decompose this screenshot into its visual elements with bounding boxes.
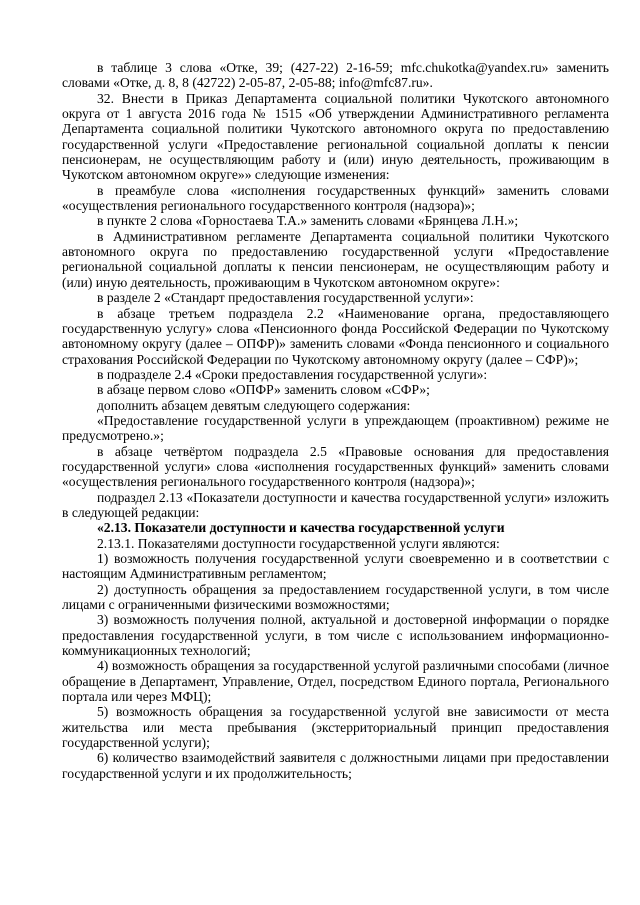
paragraph-section-2: в разделе 2 «Стандарт предоставления государственной услуги»: bbox=[97, 290, 474, 306]
paragraph-subsection-2-4: в подразделе 2.4 «Сроки предоставления государственной услуги»: bbox=[97, 366, 488, 382]
list-item-5: 5) возможность обращения за государственной услугой вне зависимости от места жительства или места пребывания (экстерриториальный принцип предоставления государственной услуги); bbox=[62, 704, 609, 751]
paragraph-subsection-2-5: в абзаце четвёртом подраздела 2.5 «Правовые основания для предоставления государственной услуги» слова «исполнения государственных функций» заменить словами «осуществления регионального государственного контроля (надзора)»; bbox=[62, 443, 609, 490]
list-item-6: 6) количество взаимодействий заявителя с должностными лицами при предоставлении государственной услуги и их продолжительность; bbox=[62, 750, 609, 781]
paragraph-point-2: в пункте 2 слова «Горностаева Т.А.» заменить словами «Брянцева Л.Н.»; bbox=[97, 213, 519, 229]
list-item-1: 1) возможность получения государственной услуги своевременно и в соответствии с настоящим Административным регламентом; bbox=[62, 551, 609, 582]
paragraph-first-abzac: в абзаце первом слово «ОПФР» заменить словом «СФР»; bbox=[97, 382, 430, 398]
paragraph-add-ninth: дополнить абзацем девятым следующего содержания: bbox=[97, 397, 411, 413]
document-page bbox=[62, 60, 609, 781]
heading-2-13: «2.13. Показатели доступности и качества государственной услуги bbox=[97, 520, 505, 536]
list-item-4: 4) возможность обращения за государственной услугой различными способами (личное обращение в Департамент, Управление, Отдел, посредством Единого портала, Регионального портала или через МФЦ); bbox=[62, 658, 609, 705]
paragraph-proactive: «Предоставление государственной услуги в упреждающем (проактивном) режиме не предусмотрено.»; bbox=[62, 412, 609, 444]
paragraph-preamble: в преамбуле слова «исполнения государственных функций» заменить словами «осуществления регионального государственного контроля (надзора)»; bbox=[62, 182, 609, 214]
paragraph-admin-regulation: в Административном регламенте Департамента социальной политики Чукотского автономного округа по предоставлению государственной услуги «Предоставление региональной социальной доплаты к пенсии пенсионерам, не осуществляющим работу и (или) иную деятельность, проживающим в Чукотском автономном округе»: bbox=[62, 228, 609, 290]
list-item-2: 2) доступность обращения за предоставлением государственной услуги, в том числе лицами с ограниченными физическими возможностями; bbox=[62, 581, 609, 613]
paragraph-subsection-2-13: подраздел 2.13 «Показатели доступности и качества государственной услуги» изложить в следующей редакции: bbox=[62, 489, 609, 520]
paragraph-item-32: 32. Внести в Приказ Департамента социальной политики Чукотского автономного округа от 1 августа 2016 года № 1515 «Об утверждении Административного регламента Департамента социальной политики Чукотского автономного округа по предоставлению государственной услуги «Предоставление региональной социальной доплаты к пенсии пенсионерам, не осуществляющим работу и (или) иную деятельность, проживающим в Чукотском автономном округе»» следующие изменения: bbox=[62, 90, 609, 183]
paragraph-2-13-1: 2.13.1. Показателями доступности государственной услуги являются: bbox=[97, 535, 500, 551]
list-item-3: 3) возможность получения полной, актуальной и достоверной информации о порядке предоставления государственной услуги, в том числе с использованием информационно-коммуникационных технологий; bbox=[62, 612, 609, 659]
paragraph-subsection-2-2: в абзаце третьем подраздела 2.2 «Наименование органа, предоставляющего государственную услугу» слова «Пенсионного фонда Российской Федерации по Чукотскому автономному округу (далее – ОПФР)» заменить словами «Фонда пенсионного и социального страхования Российской Федерации по Чукотскому автономному округу (далее – СФР)»; bbox=[62, 305, 609, 367]
paragraph-table3-replacement: в таблице 3 слова «Отке, 39; (427-22) 2-16-59; mfc.chukotka@yandex.ru» заменить словами «Отке, д. 8, 8 (42722) 2-05-87, 2-05-88; info@mfc87.ru». bbox=[62, 60, 609, 91]
